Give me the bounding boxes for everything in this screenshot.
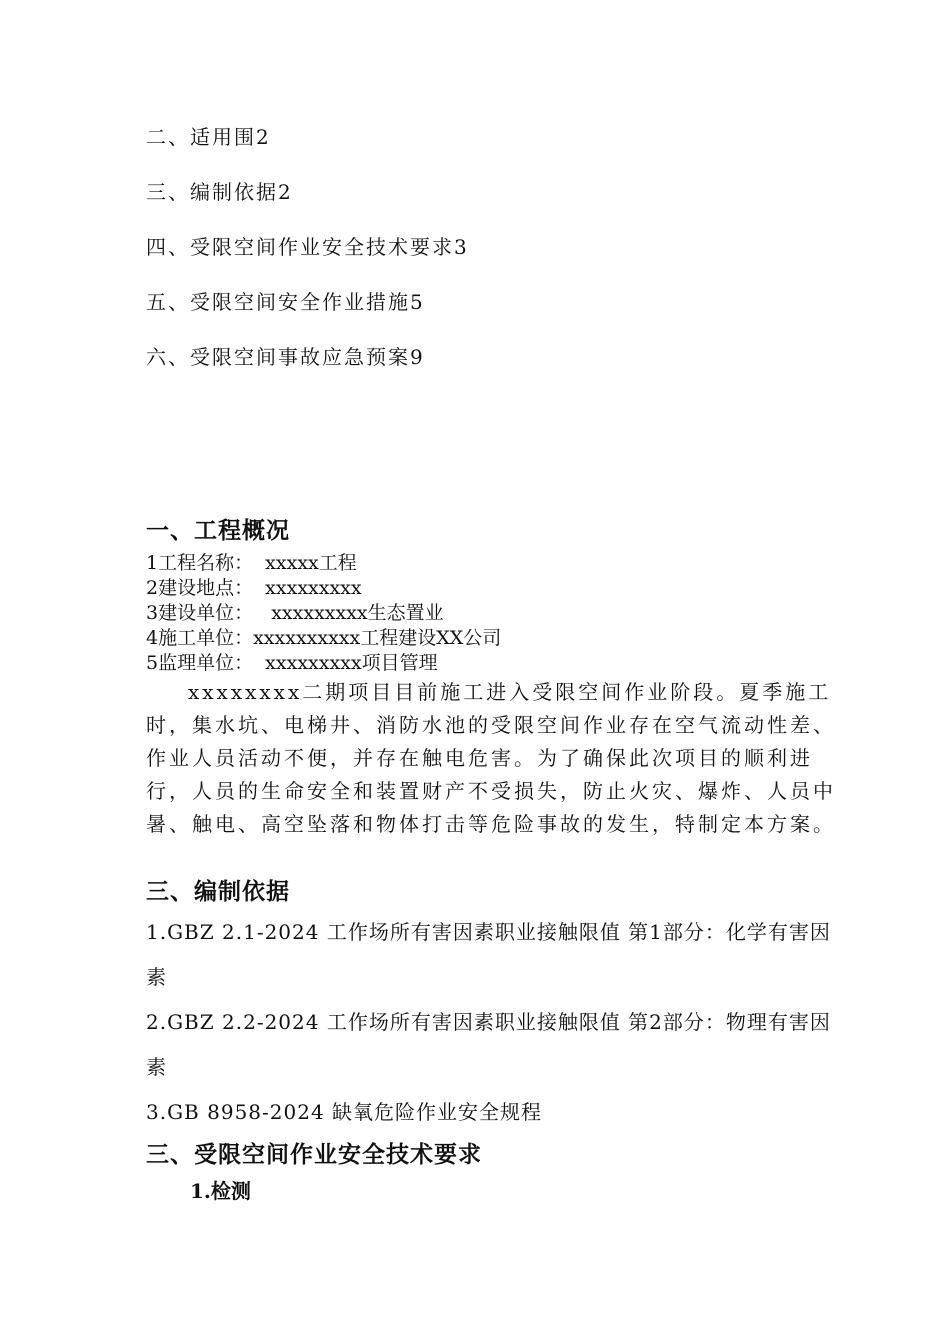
overview-project-name: 1工程名称： xxxxx工程 [146, 552, 357, 574]
overview-location: 2建设地点： xxxxxxxxx [146, 577, 362, 599]
project-overview [146, 551, 846, 841]
section-heading-basis: 三、编制依据 [146, 878, 290, 905]
toc-item[interactable]: 六、受限空间事故应急预案9 [146, 345, 425, 369]
table-of-contents [146, 122, 469, 397]
overview-contractor: 4施工单位：xxxxxxxxxx工程建设XX公司 [146, 627, 502, 649]
overview-owner: 3建设单位： xxxxxxxxx生态置业 [146, 602, 444, 624]
toc-item[interactable]: 四、受限空间作业安全技术要求3 [146, 235, 469, 259]
section-heading-overview: 一、工程概况 [146, 517, 290, 544]
compilation-basis-list [146, 910, 846, 1135]
basis-item: 1.GBZ 2.1-2024 工作场所有害因素职业接触限值 第1部分：化学有害因素 [146, 920, 831, 989]
toc-item[interactable]: 五、受限空间安全作业措施5 [146, 290, 425, 314]
subsection-heading-detection: 1.检测 [190, 1179, 251, 1203]
toc-item[interactable]: 二、适用围2 [146, 125, 271, 149]
basis-item: 3.GB 8958-2024 缺氧危险作业安全规程 [146, 1100, 543, 1124]
overview-supervisor: 5监理单位： xxxxxxxxx项目管理 [146, 652, 438, 674]
basis-item: 2.GBZ 2.2-2024 工作场所有害因素职业接触限值 第2部分：物理有害因素 [146, 1010, 831, 1079]
section-heading-requirements: 三、受限空间作业安全技术要求 [146, 1141, 482, 1168]
toc-item[interactable]: 三、编制依据2 [146, 180, 293, 204]
overview-paragraph: xxxxxxxx二期项目目前施工进入受限空间作业阶段。夏季施工时，集水坑、电梯井、消防水池的受限空间作业存在空气流动性差、作业人员活动不便，并存在触电危害。为了确保此次项目的顺利进行，人员的生命安全和装置财产不受损失，防止火灾、爆炸、人员中暑、触电、高空坠落和物体打击等危险事故的发生，特制定本方案。 [146, 680, 836, 836]
